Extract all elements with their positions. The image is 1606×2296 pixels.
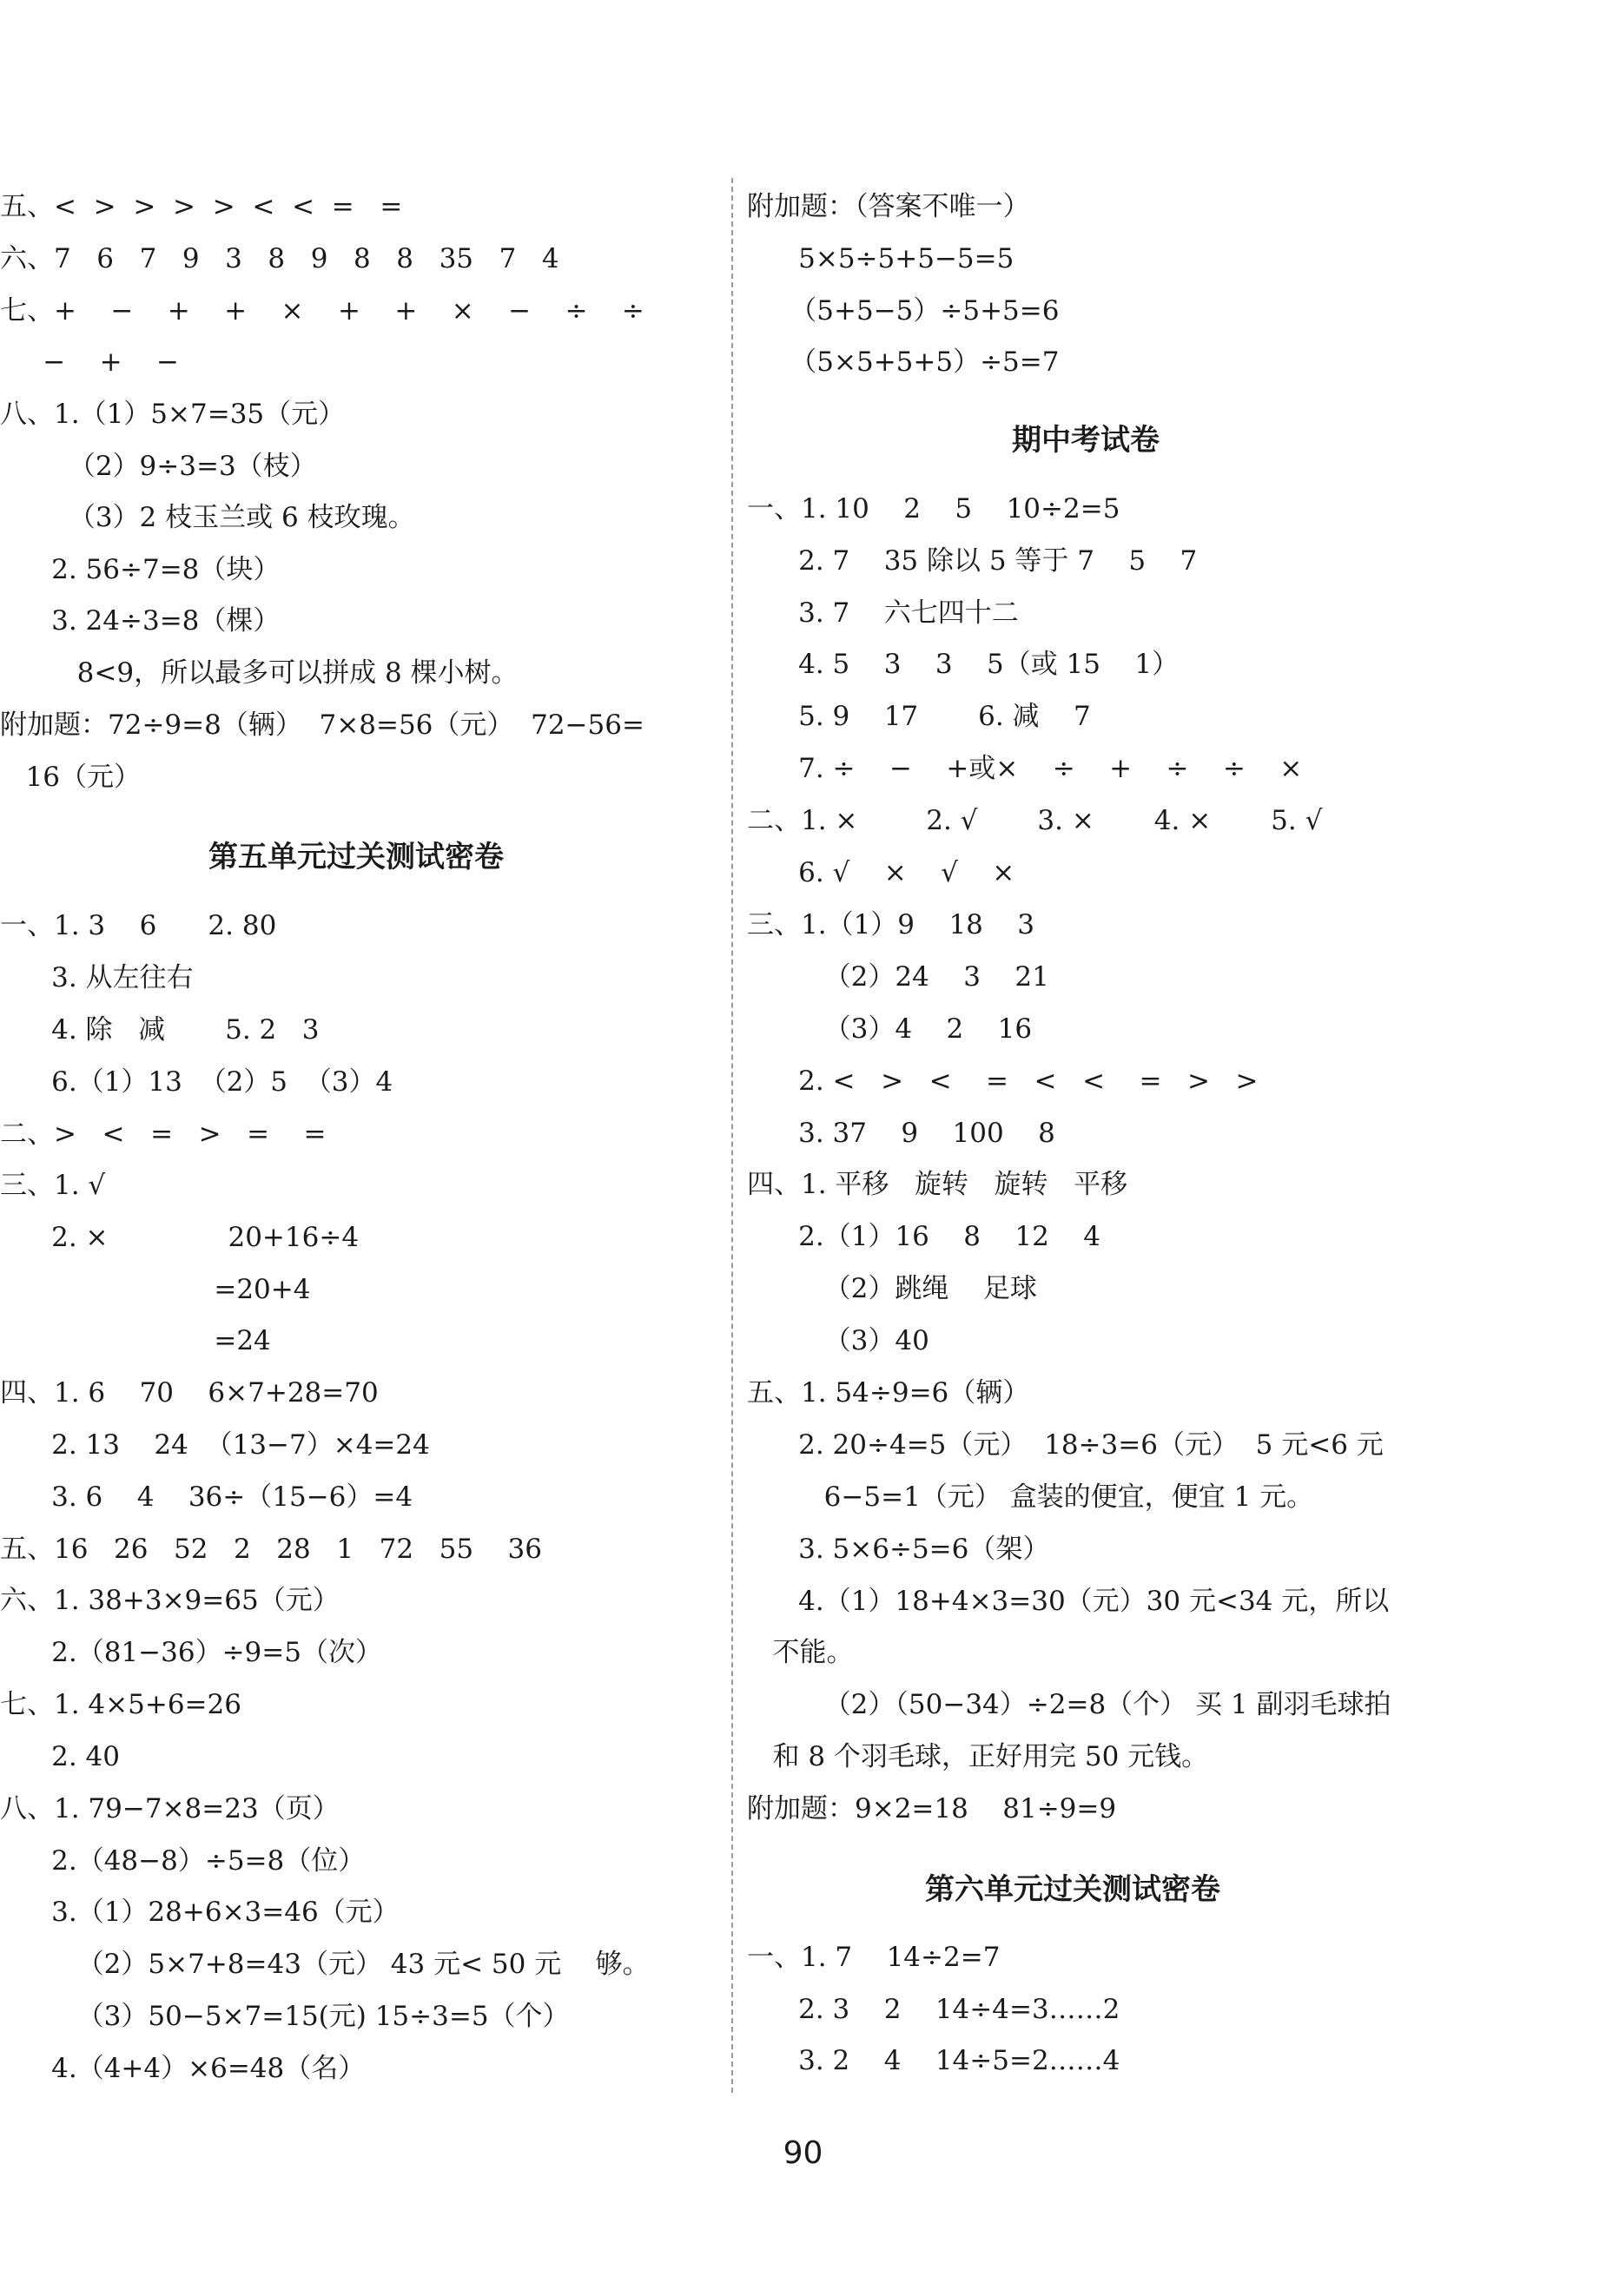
answer-line: 八、1.（1）5×7=35（元） (0, 399, 346, 430)
answer-line: 2. 3 2 14÷4=3……2 (747, 1994, 1120, 2025)
answer-line: 4. 除 减 5. 2 3 (0, 1014, 320, 1046)
answer-line: 2. 20÷4=5（元） 18÷3=6（元） 5 元<6 元 (747, 1429, 1384, 1461)
answer-line: 和 8 个羽毛球，正好用完 50 元钱。 (747, 1741, 1209, 1772)
answer-line: 不能。 (747, 1637, 854, 1668)
answer-line: 2. × 20+16÷4 (0, 1222, 360, 1253)
answer-line: 六、7 6 7 9 3 8 9 8 8 35 7 4 (0, 243, 559, 274)
answer-line: 一、1. 10 2 5 10÷2=5 (747, 493, 1120, 525)
answer-line: 3.（1）28+6×3=46（元） (0, 1897, 400, 1928)
section-title: 第六单元过关测试密卷 (925, 1872, 1220, 1907)
answer-line: 16（元） (0, 762, 142, 793)
section-title: 期中考试卷 (1012, 423, 1160, 458)
answer-line: （2）（50−34）÷2=8（个） 买 1 副羽毛球拍 (747, 1689, 1391, 1720)
answer-line: 附加题：9×2=18 81÷9=9 (747, 1793, 1117, 1824)
answer-line: （3）40 (747, 1325, 929, 1356)
answer-line: （2）9÷3=3（枝） (0, 451, 317, 482)
answer-line: 4.（4+4）×6=48（名） (0, 2053, 366, 2084)
answer-line: 六、1. 38+3×9=65（元） (0, 1585, 340, 1616)
answer-line: 2. 56÷7=8（块） (0, 554, 281, 585)
answer-line: 三、1. √ (0, 1170, 106, 1201)
answer-line: （2）24 3 21 (747, 961, 1049, 993)
page-number: 90 (783, 2135, 823, 2171)
answer-line: 附加题：（答案不唯一） (747, 191, 1030, 222)
answer-line: 五、16 26 52 2 28 1 72 55 36 (0, 1534, 542, 1565)
answer-line: 3. 6 4 36÷（15−6）=4 (0, 1481, 413, 1513)
answer-line: 3. 2 4 14÷5=2……4 (747, 2045, 1120, 2076)
answer-line: 6. √ × √ × (747, 857, 1015, 888)
answer-line: 2. 7 35 除以 5 等于 7 5 7 (747, 545, 1198, 577)
answer-line: 3. 37 9 100 8 (747, 1118, 1055, 1149)
answer-line: 4. 5 3 3 5（或 15 1） (747, 649, 1180, 680)
answer-line: 八、1. 79−7×8=23（页） (0, 1793, 340, 1824)
answer-line: 6−5=1（元） 盒装的便宜，便宜 1 元。 (747, 1481, 1314, 1513)
answer-line: 一、1. 3 6 2. 80 (0, 910, 277, 941)
answer-line: 四、1. 平移 旋转 旋转 平移 (747, 1169, 1128, 1200)
answer-line: 3. 24÷3=8（棵） (0, 605, 281, 637)
answer-line: 二、> < = > = = (0, 1118, 327, 1150)
answer-line: 6.（1）13 （2）5 （3）4 (0, 1066, 393, 1098)
answer-line: 5. 9 17 6. 减 7 (747, 701, 1091, 732)
answer-line: 七、1. 4×5+6=26 (0, 1689, 241, 1720)
answer-line: （3）50−5×7=15(元) 15÷3=5（个） (0, 2001, 570, 2032)
answer-line: 7. ÷ − +或× ÷ + ÷ ÷ × (747, 753, 1303, 784)
answer-line: 2.（1）16 8 12 4 (747, 1221, 1101, 1252)
answer-line: 五、< > > > > < < = = (0, 191, 403, 222)
answer-line: （2）5×7+8=43（元） 43 元< 50 元 够。 (0, 1949, 650, 1980)
answer-line: =24 (0, 1325, 271, 1356)
answer-line: 五、1. 54÷9=6（辆） (747, 1377, 1030, 1409)
answer-line: 2.（48−8）÷5=8（位） (0, 1845, 366, 1877)
answer-line: （2）跳绳 足球 (747, 1273, 1037, 1304)
answer-line: 3. 7 六七四十二 (747, 597, 1019, 629)
answer-line: 2. 40 (0, 1741, 121, 1772)
answer-line: 4.（1）18+4×3=30（元）30 元<34 元，所以 (747, 1586, 1390, 1617)
answer-line: 2. < > < = < < = > > (747, 1066, 1259, 1097)
answer-line: 2. 13 24 （13−7）×4=24 (0, 1429, 430, 1461)
answer-line: 一、1. 7 14÷2=7 (747, 1942, 1001, 1973)
answer-line: 8<9，所以最多可以拼成 8 棵小树。 (0, 657, 519, 689)
answer-line: （5×5+5+5）÷5=7 (747, 346, 1060, 378)
answer-line: 3. 从左往右 (0, 962, 194, 993)
answer-line: =20+4 (0, 1274, 311, 1305)
answer-line: 附加题：72÷9=8（辆） 7×8=56（元） 72−56= (0, 709, 644, 741)
answer-line: 三、1.（1）9 18 3 (747, 909, 1035, 940)
answer-line: 二、1. × 2. √ 3. × 4. × 5. √ (747, 805, 1323, 836)
answer-line: 2.（81−36）÷9=5（次） (0, 1637, 382, 1668)
answer-line: − + − (0, 346, 180, 378)
answer-line: （3）2 枝玉兰或 6 枝玫瑰。 (0, 502, 415, 533)
answer-line: （3）4 2 16 (747, 1013, 1033, 1045)
answer-line: 3. 5×6÷5=6（架） (747, 1534, 1050, 1565)
column-divider (731, 178, 733, 2093)
section-title: 第五单元过关测试密卷 (208, 840, 504, 874)
answer-line: （5+5−5）÷5+5=6 (747, 295, 1060, 327)
answer-line: 5×5÷5+5−5=5 (747, 243, 1014, 274)
answer-line: 四、1. 6 70 6×7+28=70 (0, 1377, 379, 1409)
answer-line: 七、+ − + + × + + × − ÷ ÷ (0, 295, 644, 327)
